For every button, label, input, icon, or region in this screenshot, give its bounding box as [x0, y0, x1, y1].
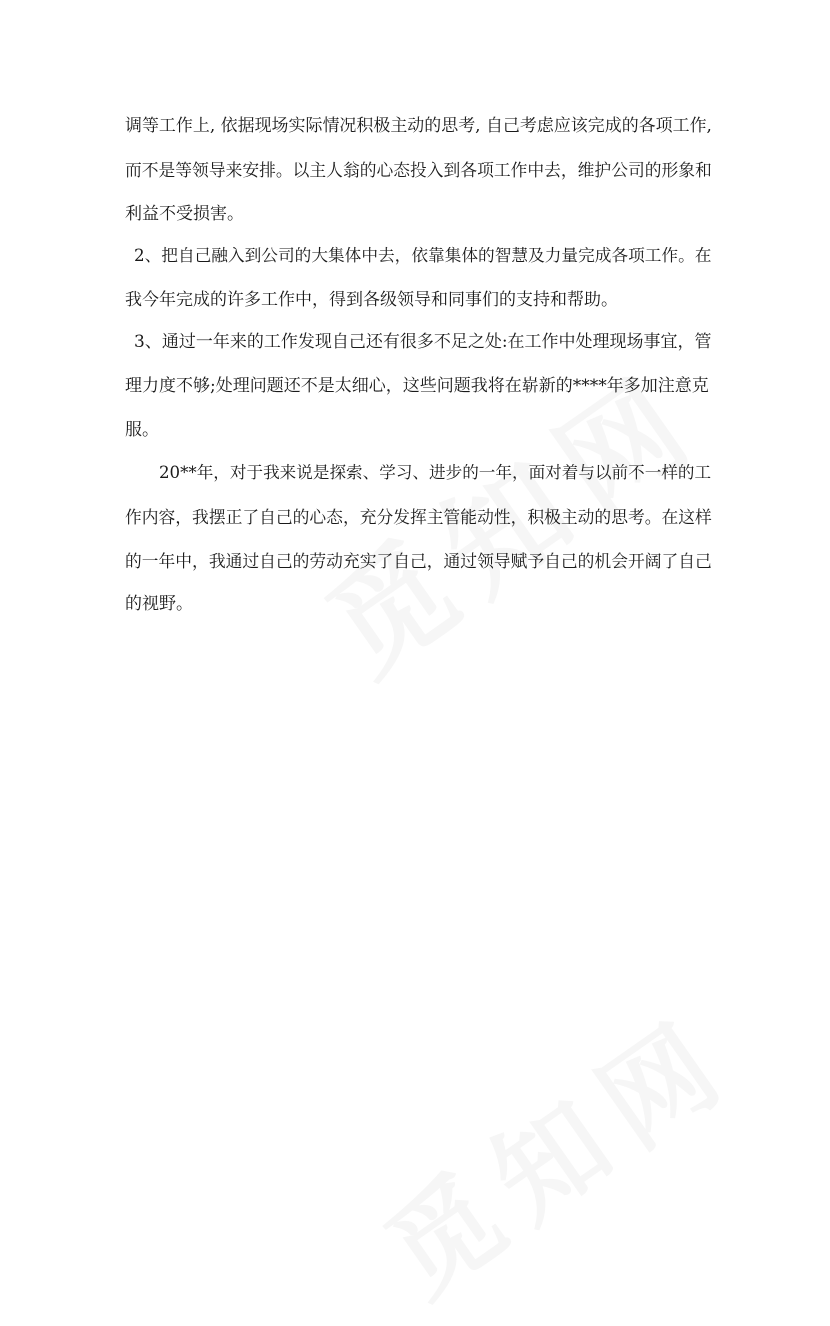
paragraph-line: 20**年，对于我来说是探索、学习、进步的一年，面对着与以前不一样的工	[159, 463, 712, 482]
paragraph-line: 作内容，我摆正了自己的心态，充分发挥主管能动性，积极主动的思考。在这样	[125, 507, 712, 527]
paragraph-line: 利益不受损害。	[125, 204, 244, 224]
paragraph-line: 理力度不够;处理问题还不是太细心，这些问题我将在崭新的****年多加注意克	[125, 376, 709, 396]
paragraph-line: 而不是等领导来安排。以主人翁的心态投入到各项工作中去，维护公司的形象和	[125, 160, 712, 180]
paragraph-line: 的一年中，我通过自己的劳动充实了自己，通过领导赋予自己的机会开阔了自己	[125, 551, 712, 571]
paragraph-line: 我今年完成的许多工作中，得到各级领导和同事们的支持和帮助。	[125, 290, 618, 310]
paragraph-line: 调等工作上, 依据现场实际情况积极主动的思考, 自己考虑应该完成的各项工作,	[125, 116, 712, 136]
paragraph-line: 2、把自己融入到公司的大集体中去，依靠集体的智慧及力量完成各项工作。在	[134, 246, 712, 265]
paragraph-line: 3、通过一年来的工作发现自己还有很多不足之处:在工作中处理现场事宜，管	[134, 332, 712, 352]
paragraph-line: 服。	[125, 420, 159, 440]
paragraph-line: 的视野。	[125, 594, 193, 614]
watermark	[350, 972, 760, 1325]
